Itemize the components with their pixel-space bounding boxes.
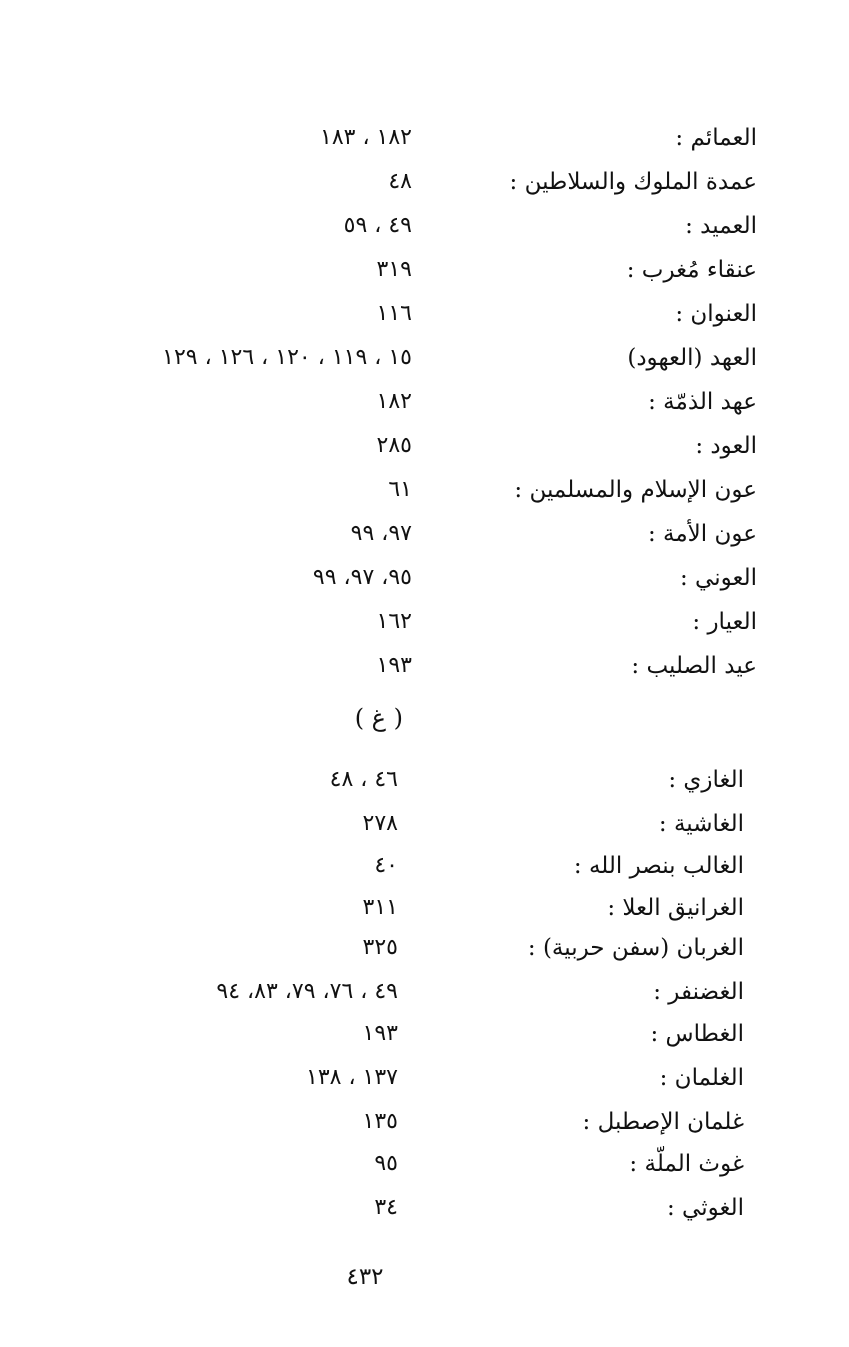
index-term: غوث الملّة : — [629, 1151, 744, 1177]
index-term: الغربان (سفن حربية) : — [527, 935, 744, 961]
index-term: الغلمان : — [659, 1065, 744, 1091]
index-pages: ١٨٢ — [376, 389, 412, 414]
section-heading: ( غ ) — [354, 704, 403, 732]
index-pages: ١٥ ، ١١٩ ، ١٢٠ ، ١٢٦ ، ١٢٩ — [162, 345, 412, 370]
index-pages: ٣١٩ — [376, 257, 412, 282]
index-pages: ١٨٢ ، ١٨٣ — [320, 125, 412, 150]
index-pages: ٩٧، ٩٩ — [350, 521, 412, 546]
index-entry — [0, 1190, 849, 1226]
index-pages: ١٦٢ — [376, 609, 412, 634]
index-entry — [0, 516, 849, 552]
index-term: عون الإسلام والمسلمين : — [514, 477, 757, 503]
index-pages: ١٣٧ ، ١٣٨ — [306, 1065, 398, 1090]
index-pages: ٤٩ ، ٥٩ — [343, 213, 412, 238]
index-entry — [0, 472, 849, 508]
index-pages: ٤٦ ، ٤٨ — [329, 767, 398, 792]
index-entry — [0, 1146, 849, 1182]
index-pages: ١٣٥ — [362, 1109, 398, 1134]
page-number: ٤٣٢ — [346, 1264, 384, 1290]
index-term: عمدة الملوك والسلاطين : — [509, 169, 757, 195]
index-pages: ٢٧٨ — [362, 811, 398, 836]
index-term: الغاشية : — [658, 811, 744, 837]
index-term: الغرانيق العلا : — [607, 895, 744, 921]
index-term: عون الأمة : — [647, 521, 757, 547]
index-pages: ٣٤ — [374, 1195, 398, 1220]
index-entry — [0, 340, 849, 376]
index-pages: ٤٠ — [374, 853, 398, 878]
index-entry — [0, 930, 849, 966]
index-pages: ٢٨٥ — [376, 433, 412, 458]
index-term: العوني : — [679, 565, 757, 591]
index-term: العميد : — [685, 213, 757, 239]
index-term: العمائم : — [675, 125, 757, 151]
index-entry — [0, 384, 849, 420]
index-entry — [0, 560, 849, 596]
index-term: الغضنفر : — [653, 979, 744, 1005]
index-entry — [0, 848, 849, 884]
index-entry — [0, 806, 849, 842]
index-pages: ٣٢٥ — [362, 935, 398, 960]
index-pages: ١٩٣ — [376, 653, 412, 678]
index-entry — [0, 208, 849, 244]
index-entry — [0, 120, 849, 156]
index-entry — [0, 1016, 849, 1052]
index-term: غلمان الإصطبل : — [582, 1109, 744, 1135]
index-entry — [0, 604, 849, 640]
index-term: الغوثي : — [666, 1195, 744, 1221]
index-entry — [0, 890, 849, 926]
index-term: الغالب بنصر الله : — [573, 853, 744, 879]
index-term: عيد الصليب : — [631, 653, 757, 679]
index-term: عنقاء مُغرب : — [626, 257, 757, 283]
index-pages: ٩٥ — [374, 1151, 398, 1176]
index-term: عهد الذمّة : — [648, 389, 757, 415]
index-term: الغازي : — [668, 767, 744, 793]
index-term: العود : — [695, 433, 757, 459]
index-pages: ١١٦ — [376, 301, 412, 326]
index-pages: ٣١١ — [362, 895, 398, 920]
index-term: العهد (العهود) — [627, 345, 757, 371]
index-entry — [0, 296, 849, 332]
index-pages: ٤٨ — [388, 169, 412, 194]
index-pages: ١٩٣ — [362, 1021, 398, 1046]
index-entry — [0, 164, 849, 200]
index-entry — [0, 974, 849, 1010]
index-entry — [0, 252, 849, 288]
index-entry — [0, 648, 849, 684]
index-term: الغطاس : — [650, 1021, 744, 1047]
index-pages: ٩٥، ٩٧، ٩٩ — [312, 565, 412, 590]
index-entry — [0, 762, 849, 798]
index-entry — [0, 1060, 849, 1096]
index-pages: ٤٩ ، ٧٦، ٧٩، ٨٣، ٩٤ — [216, 979, 398, 1004]
index-entry — [0, 1104, 849, 1140]
index-term: العيار : — [692, 609, 757, 635]
index-pages: ٦١ — [388, 477, 412, 502]
index-entry — [0, 428, 849, 464]
index-term: العنوان : — [675, 301, 757, 327]
